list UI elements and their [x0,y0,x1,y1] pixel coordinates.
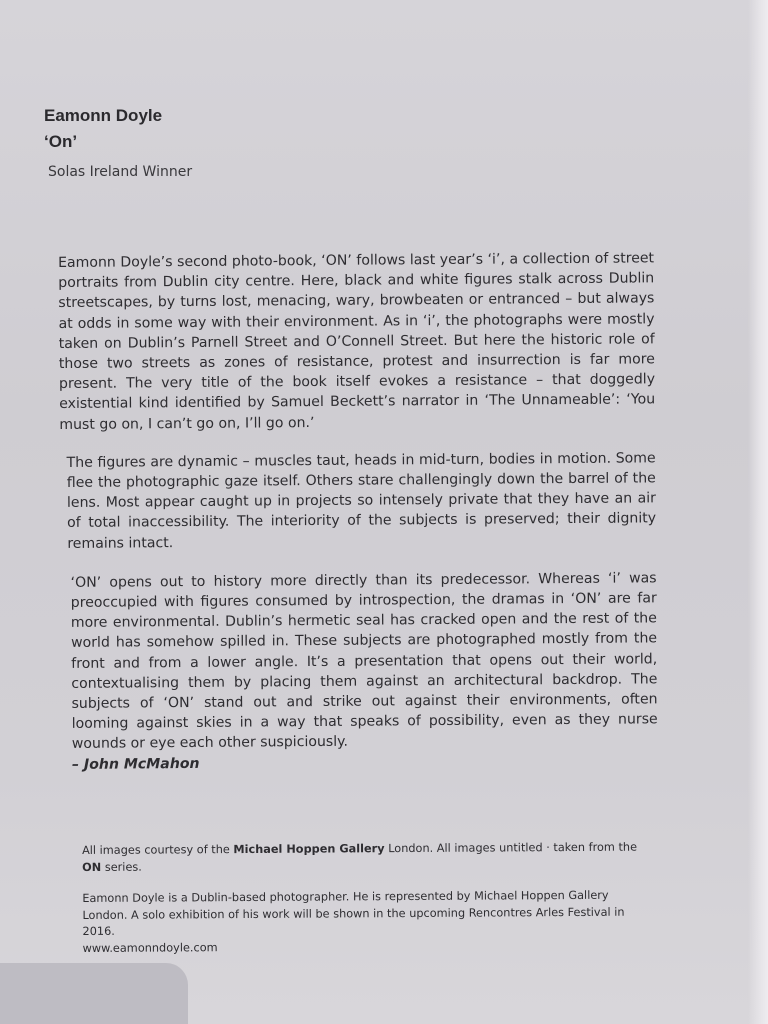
page-edge [748,0,768,1024]
artist-name: Eamonn Doyle [44,106,163,125]
essay-paragraph: ‘ON’ opens out to history more directly than its predecessor. Whereas ‘i’ was preoccupied with figures consumed by introspection, the dramas in ‘ON’ are far more environmental. Dublin’s hermetic seal has cracked open and the rest of the world has somehow spilled in. These subjects are photographed mostly from the front and from a lower angle. It’s a presentation that opens out their world, contextualising them by placing them against an architectural backdrop. The subjects of ‘ON’ stand out and strike out against their environments, often looming against skies in a way that speaks of possibility, even as they nurse wounds or eye each other suspiciously. [70,570,658,753]
essay [58,248,658,775]
essay-paragraph: Eamonn Doyle’s second photo-book, ‘ON’ follows last year’s ‘i’, a collection of street portraits from Dublin city centre. Here, black and white figures stalk across Dublin streetscapes, by turns lost, menacing, wary, browbeaten or entranced – but always at odds in some way with their environment. As in ‘i’, the photographs were mostly taken on Dublin’s Parnell Street and O’Connell Street. But here the historic role of those two streets as zones of resistance, protest and insurrection is far more present. The very title of the book itself evokes a resistance – that doggedly existential kind identified by Samuel Beckett’s narrator in ‘The Unnameable’: ‘You must go on, I can’t go on, I’ll go on.’ [58,250,656,433]
essay-paragraph: The figures are dynamic – muscles taut, heads in mid-turn, bodies in motion. Some flee the photographic gaze itself. Others stare challengingly down the barrel of the lens. Most appear caught up in projects so intensely private that they have an air of total inaccessibility. The interiority of the subjects is preserved; their dignity remains intact. [66,450,657,552]
artist-bio: Eamonn Doyle is a Dublin-based photographer. He is represented by Michael Hoppen Gallery London. A solo exhibition of his work will be shown in the upcoming Rencontres Arles Festival in 2016. [82,888,625,938]
essay-attribution: – John McMahon [71,755,200,773]
series-name: ON [82,860,102,874]
header [44,105,544,181]
image-credit [82,840,642,876]
corner-shadow [0,963,188,1024]
credit-prefix: All images courtesy of the [82,843,234,857]
work-title: ‘On’ [44,132,78,151]
website-link[interactable]: www.eamonndoyle.com [82,940,218,955]
credits [82,840,643,957]
credit-middle: London. All images untitled · taken from the [384,840,638,856]
credit-suffix: series. [101,860,142,874]
award-line: Solas Ireland Winner [48,164,193,180]
gallery-name: Michael Hoppen Gallery [233,842,385,857]
